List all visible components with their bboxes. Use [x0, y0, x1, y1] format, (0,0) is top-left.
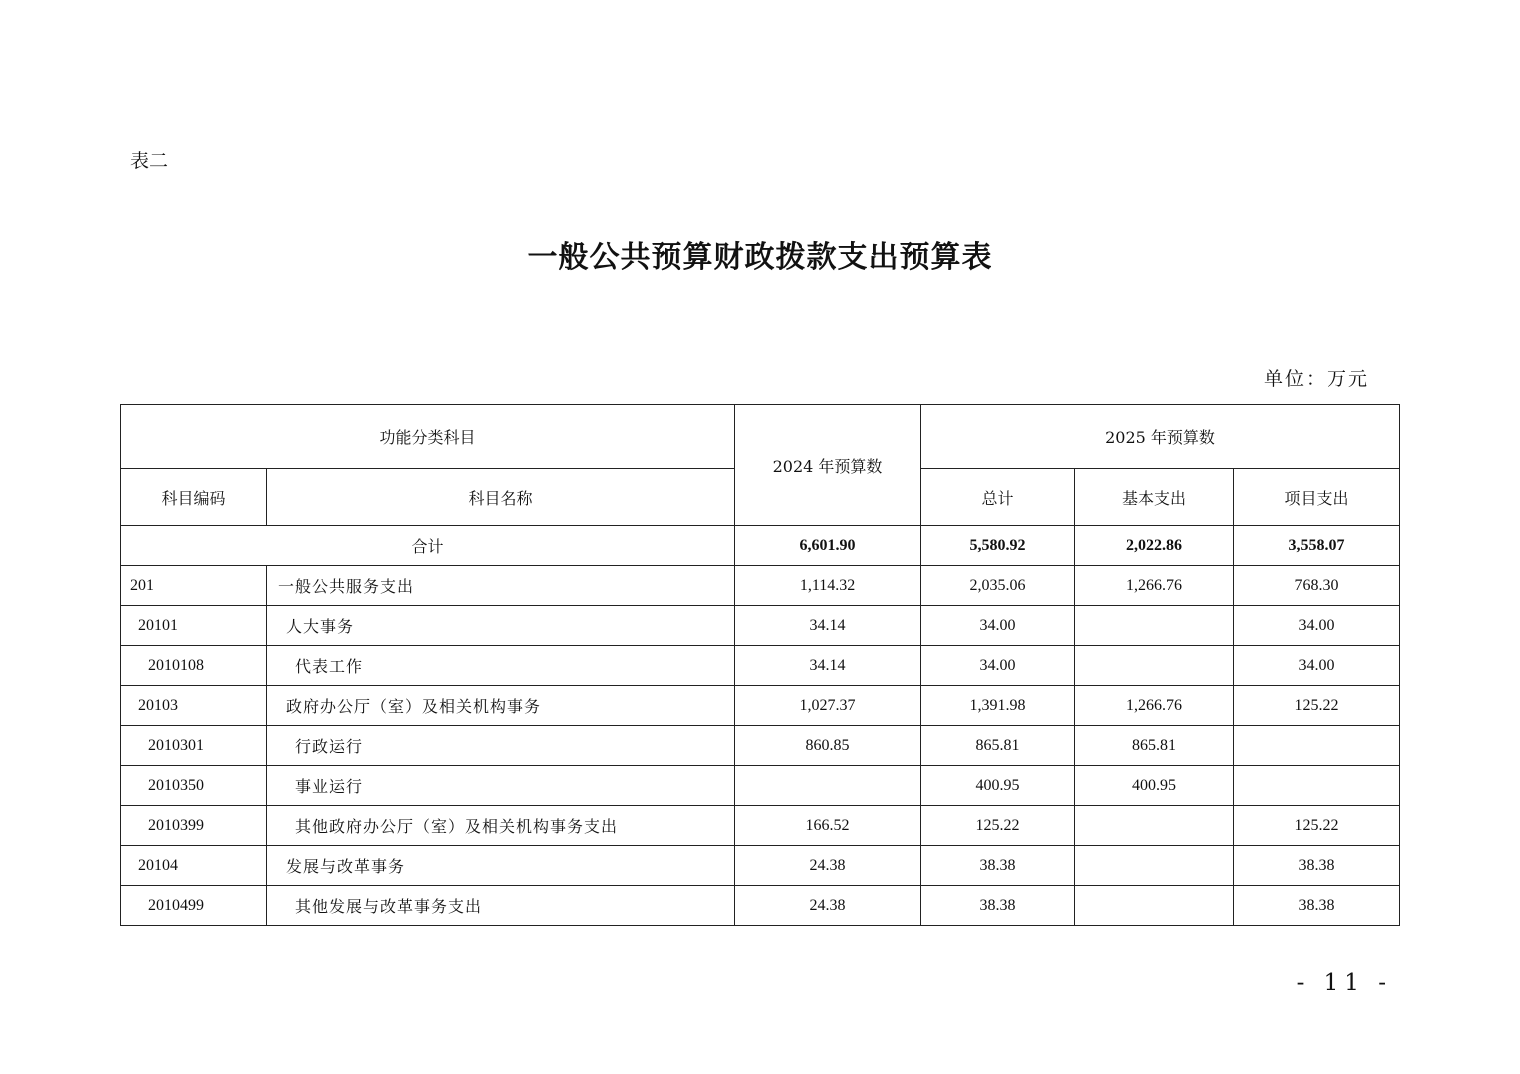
table-row	[121, 646, 1400, 686]
row-code: 20101	[121, 606, 267, 646]
row-budget-2024: 166.52	[735, 806, 921, 846]
header-budget-2024: 2024 年预算数	[735, 405, 921, 526]
table-row	[121, 806, 1400, 846]
total-budget-2024: 6,601.90	[735, 526, 921, 566]
row-total: 38.38	[921, 846, 1075, 886]
header-budget-2025: 2025 年预算数	[921, 405, 1400, 469]
row-project: 38.38	[1234, 846, 1400, 886]
row-budget-2024	[735, 766, 921, 806]
header-row-1	[121, 405, 1400, 469]
row-project: 125.22	[1234, 806, 1400, 846]
row-basic: 865.81	[1075, 726, 1234, 766]
row-total: 34.00	[921, 646, 1075, 686]
table-row	[121, 606, 1400, 646]
document-title: 一般公共预算财政拨款支出预算表	[527, 240, 993, 275]
total-project: 3,558.07	[1234, 526, 1400, 566]
row-code: 2010301	[121, 726, 267, 766]
header-basic: 基本支出	[1075, 469, 1234, 526]
row-budget-2024: 860.85	[735, 726, 921, 766]
total-label: 合计	[121, 526, 735, 566]
row-total: 34.00	[921, 606, 1075, 646]
row-basic	[1075, 806, 1234, 846]
header-name: 科目名称	[267, 469, 735, 526]
table-label: 表二	[130, 150, 169, 172]
row-project	[1234, 766, 1400, 806]
row-project: 34.00	[1234, 606, 1400, 646]
row-name: 人大事务	[267, 606, 735, 646]
row-basic	[1075, 606, 1234, 646]
row-total: 38.38	[921, 886, 1075, 926]
row-code: 2010108	[121, 646, 267, 686]
table-row	[121, 766, 1400, 806]
row-name: 其他政府办公厅（室）及相关机构事务支出	[267, 806, 735, 846]
row-basic: 400.95	[1075, 766, 1234, 806]
row-code: 20104	[121, 846, 267, 886]
row-basic	[1075, 646, 1234, 686]
table-row	[121, 566, 1400, 606]
budget-table	[120, 404, 1400, 926]
row-project	[1234, 726, 1400, 766]
table-row	[121, 886, 1400, 926]
row-basic: 1,266.76	[1075, 566, 1234, 606]
row-code: 2010399	[121, 806, 267, 846]
row-total: 1,391.98	[921, 686, 1075, 726]
row-name: 政府办公厅（室）及相关机构事务	[267, 686, 735, 726]
table-row	[121, 726, 1400, 766]
row-project: 768.30	[1234, 566, 1400, 606]
total-row	[121, 526, 1400, 566]
row-budget-2024: 1,027.37	[735, 686, 921, 726]
row-budget-2024: 34.14	[735, 606, 921, 646]
total-basic: 2,022.86	[1075, 526, 1234, 566]
row-project: 125.22	[1234, 686, 1400, 726]
total-total: 5,580.92	[921, 526, 1075, 566]
unit-label: 单位：万元	[1263, 368, 1369, 390]
page-number: - 11 -	[1296, 970, 1392, 996]
row-basic: 1,266.76	[1075, 686, 1234, 726]
row-budget-2024: 24.38	[735, 846, 921, 886]
row-name: 其他发展与改革事务支出	[267, 886, 735, 926]
header-project: 项目支出	[1234, 469, 1400, 526]
row-code: 2010499	[121, 886, 267, 926]
row-basic	[1075, 846, 1234, 886]
row-basic	[1075, 886, 1234, 926]
row-budget-2024: 34.14	[735, 646, 921, 686]
header-total: 总计	[921, 469, 1075, 526]
row-total: 2,035.06	[921, 566, 1075, 606]
row-budget-2024: 1,114.32	[735, 566, 921, 606]
row-budget-2024: 24.38	[735, 886, 921, 926]
row-total: 125.22	[921, 806, 1075, 846]
row-name: 一般公共服务支出	[267, 566, 735, 606]
table-row	[121, 686, 1400, 726]
table-row	[121, 846, 1400, 886]
row-project: 38.38	[1234, 886, 1400, 926]
row-code: 201	[121, 566, 267, 606]
row-code: 20103	[121, 686, 267, 726]
row-total: 400.95	[921, 766, 1075, 806]
row-name: 代表工作	[267, 646, 735, 686]
row-code: 2010350	[121, 766, 267, 806]
row-name: 发展与改革事务	[267, 846, 735, 886]
row-project: 34.00	[1234, 646, 1400, 686]
header-code: 科目编码	[121, 469, 267, 526]
row-total: 865.81	[921, 726, 1075, 766]
row-name: 事业运行	[267, 766, 735, 806]
row-name: 行政运行	[267, 726, 735, 766]
header-function-category: 功能分类科目	[121, 405, 735, 469]
